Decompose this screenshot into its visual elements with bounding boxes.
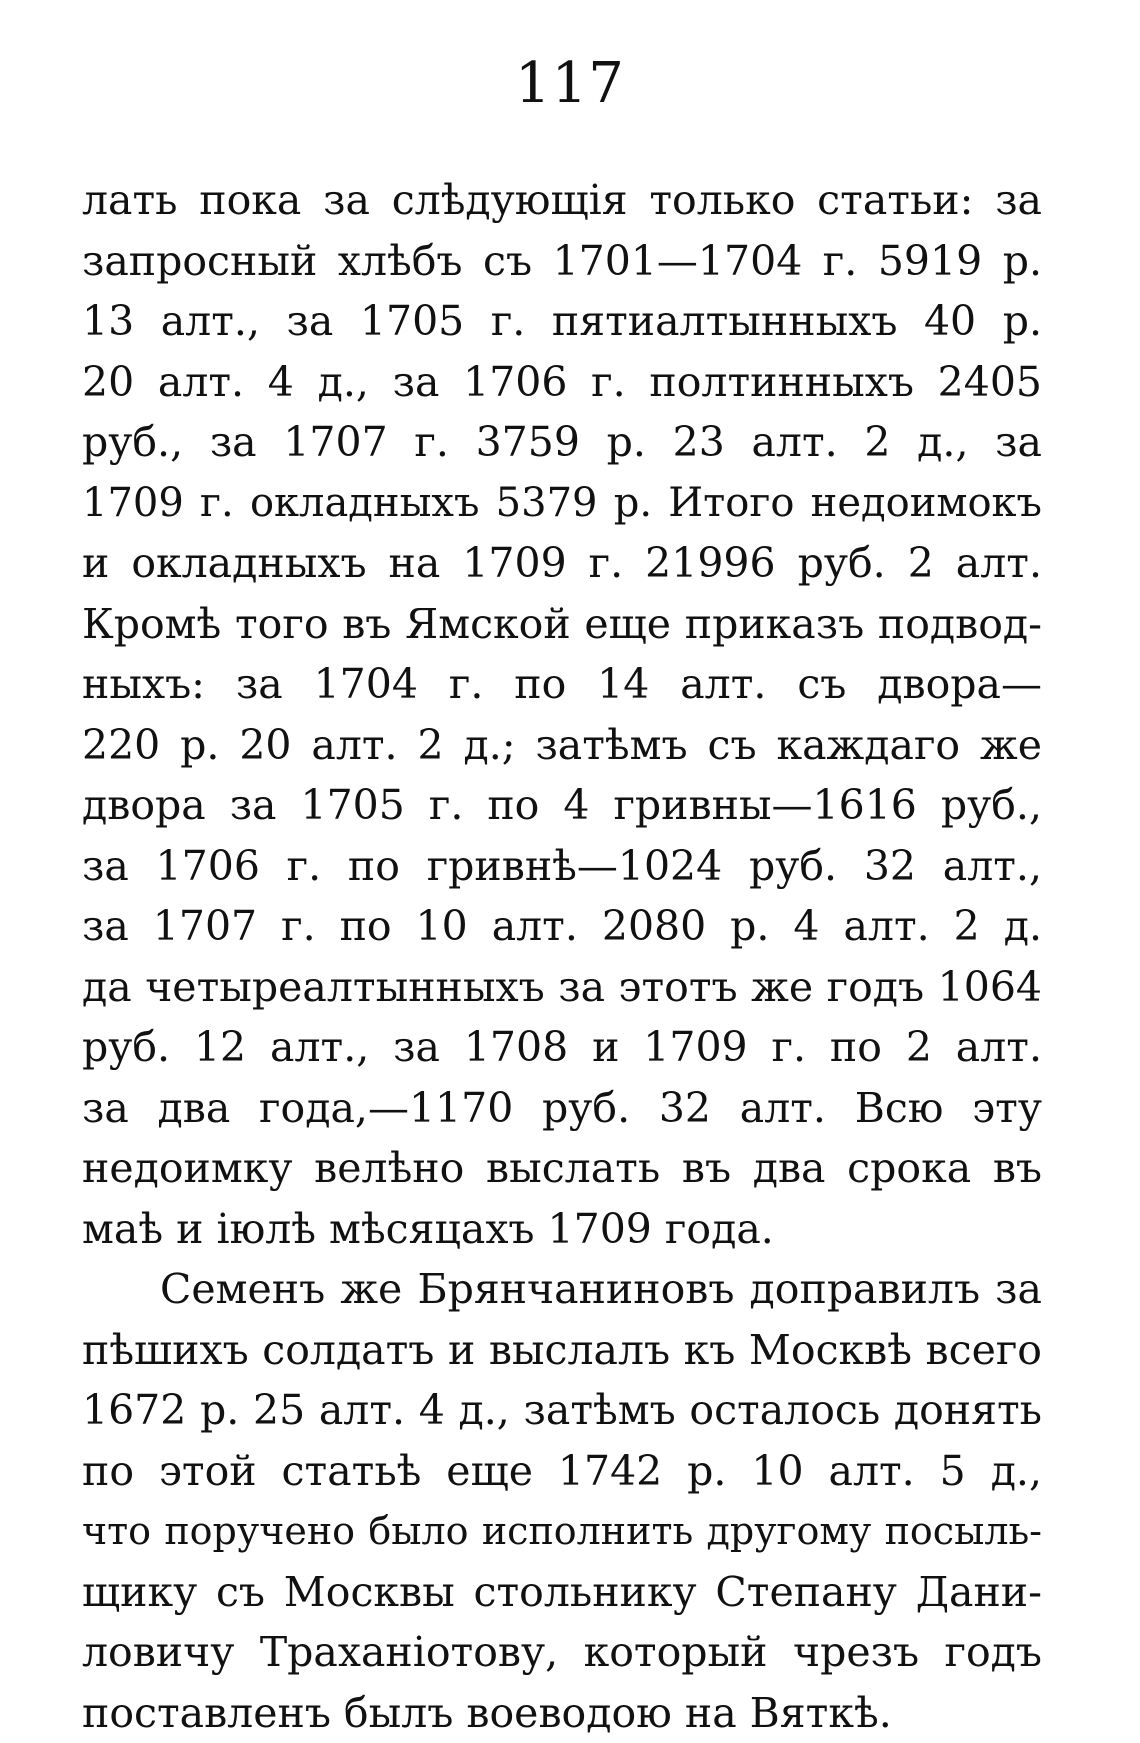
text-line: ныхъ: за 1704 г. по 14 алт. съ двора— — [82, 654, 1042, 715]
paragraph-2 — [82, 1259, 1042, 1743]
text-line: лать пока за слѣдующія только статьи: за — [82, 170, 1042, 231]
text-line: да четыреалтынныхъ за этотъ же годъ 1064 — [82, 957, 1042, 1018]
text-line: ловичу Траханіотову, который чрезъ годъ — [82, 1622, 1042, 1683]
paragraph-1 — [82, 170, 1042, 1259]
text-line: 1709 г. окладныхъ 5379 р. Итого недоимокъ — [82, 473, 1042, 534]
text-line: 20 алт. 4 д., за 1706 г. полтинныхъ 2405 — [82, 352, 1042, 413]
text-line: 13 алт., за 1705 г. пятиалтынныхъ 40 р. — [82, 291, 1042, 352]
text-line: за 1707 г. по 10 алт. 2080 р. 4 алт. 2 д. — [82, 896, 1042, 957]
page-number: 117 — [0, 44, 1140, 124]
text-line: что поручено было исполнить другому посыль- — [82, 1501, 1042, 1562]
text-line: и окладныхъ на 1709 г. 21996 руб. 2 алт. — [82, 533, 1042, 594]
text-line: за 1706 г. по гривнѣ—1024 руб. 32 алт., — [82, 836, 1042, 897]
text-line: руб. 12 алт., за 1708 и 1709 г. по 2 алт. — [82, 1017, 1042, 1078]
text-line: Семенъ же Брянчаниновъ доправилъ за — [82, 1259, 1042, 1320]
text-line: руб., за 1707 г. 3759 р. 23 алт. 2 д., за — [82, 412, 1042, 473]
text-line: поставленъ былъ воеводою на Вяткѣ. — [82, 1683, 1042, 1743]
text-line: маѣ и іюлѣ мѣсяцахъ 1709 года. — [82, 1199, 1042, 1260]
text-line: Кромѣ того въ Ямской еще приказъ подвод- — [82, 594, 1042, 655]
text-line: недоимку велѣно выслать въ два срока въ — [82, 1138, 1042, 1199]
text-line: за два года,—1170 руб. 32 алт. Всю эту — [82, 1078, 1042, 1139]
body-text — [82, 170, 1042, 1743]
text-line: двора за 1705 г. по 4 гривны—1616 руб., — [82, 775, 1042, 836]
text-line: щику съ Москвы стольнику Степану Дани- — [82, 1562, 1042, 1623]
text-line: 1672 р. 25 алт. 4 д., затѣмъ осталось донять — [82, 1380, 1042, 1441]
text-line: пѣшихъ солдатъ и выслалъ къ Москвѣ всего — [82, 1320, 1042, 1381]
text-line: по этой статьѣ еще 1742 р. 10 алт. 5 д., — [82, 1441, 1042, 1502]
text-line: 220 р. 20 алт. 2 д.; затѣмъ съ каждаго же — [82, 715, 1042, 776]
text-line: запросный хлѣбъ съ 1701—1704 г. 5919 р. — [82, 231, 1042, 292]
